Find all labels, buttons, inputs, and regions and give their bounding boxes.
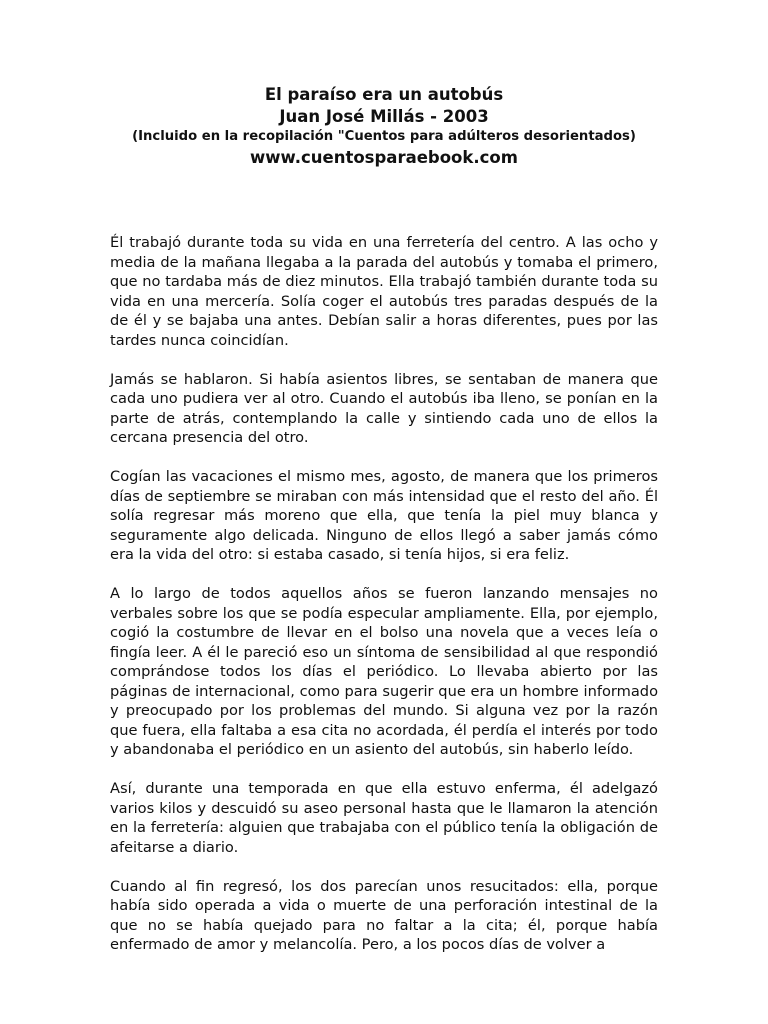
paragraph-1: Él trabajó durante toda su vida en una ferretería del centro. A las ocho y media de la mañana llegaba a la parada del autobús y tomaba el primero, que no tardaba más de diez minutos. Ella trabajó también durante toda su vida en una mercería. Solía coger el autobús tres paradas después de la de él y se bajaba una antes. Debían salir a horas diferentes, pues por las tardes nunca coincidían. <box>110 234 658 349</box>
paragraph-5: Así, durante una temporada en que ella estuvo enferma, él adelgazó varios kilos y descuidó su aseo personal hasta que le llamaron la atención en la ferretería: alguien que trabajaba con el público tenía la obligación de afeitarse a diario. <box>110 780 658 856</box>
document-header <box>0 84 768 170</box>
author-line: Juan José Millás - 2003 <box>279 107 489 126</box>
paragraph-3: Cogían las vacaciones el mismo mes, agosto, de manera que los primeros días de septiembre se miraban con más intensidad que el resto del año. Él solía regresar más moreno que ella, que tenía la piel muy blanca y seguramente algo delicada. Ninguno de ellos llegó a saber jamás cómo era la vida del otro: si estaba casado, si tenía hijos, si era feliz. <box>110 468 658 563</box>
paragraph-2: Jamás se hablaron. Si había asientos libres, se sentaban de manera que cada uno pudiera ver al otro. Cuando el autobús iba lleno, se ponían en la parte de atrás, contemplando la calle y sintiendo cada uno de ellos la cercana presencia del otro. <box>110 370 658 446</box>
story-title: El paraíso era un autobús <box>264 85 504 104</box>
collection-note: (Incluido en la recopilación "Cuentos para adúlteros desorientados) <box>132 129 636 144</box>
story-body <box>110 233 658 974</box>
paragraph-4: A lo largo de todos aquellos años se fueron lanzando mensajes no verbales sobre los que se podía especular ampliamente. Ella, por ejemplo, cogió la costumbre de llevar en el bolso una novela que a veces leía o fingía leer. A él le pareció eso un síntoma de sensibilidad al que respondió comprándose todos los días el periódico. Lo llevaba abierto por las páginas de internacional, como para sugerir que era un hombre informado y preocupado por los problemas del mundo. Si alguna vez por la razón que fuera, ella faltaba a esa cita no acordada, él perdía el interés por todo y abandonaba el periódico en un asiento del autobús, sin haberlo leído. <box>110 585 658 758</box>
paragraph-6: Cuando al fin regresó, los dos parecían unos resucitados: ella, porque había sido operada a vida o muerte de una perforación intestinal de la que no se había quejado para no faltar a la cita; él, porque había enfermado de amor y melancolía. Pero, a los pocos días de volver a <box>110 877 658 953</box>
website-link[interactable]: www.cuentosparaebook.com <box>250 148 518 167</box>
